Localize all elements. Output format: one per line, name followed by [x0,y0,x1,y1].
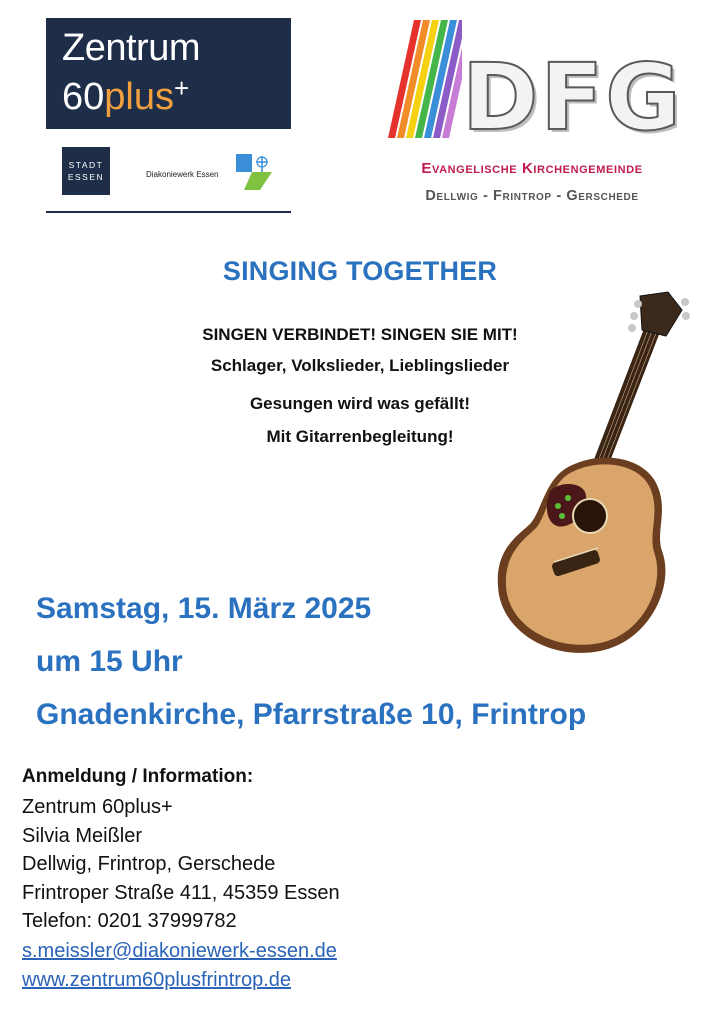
zentrum-60plus-logo [46,18,291,129]
contact-area: Dellwig, Frintrop, Gerschede [22,853,276,875]
event-date: Samstag, 15. März 2025 [36,592,372,625]
page-title: SINGING TOGETHER [222,256,498,286]
guitar-illustration [490,286,705,660]
event-location: Gnadenkirche, Pfarrstraße 10, Frintrop [36,698,587,731]
contact-address: Frintroper Straße 411, 45359 Essen [22,882,340,904]
contact-org: Zentrum 60plus+ [22,796,173,818]
zentrum-logo-line1: Zentrum [62,27,200,69]
contact-phone: Telefon: 0201 37999782 [22,910,237,932]
stadt-essen-logo [62,147,110,195]
diakoniewerk-label: Diakoniewerk Essen [146,170,219,179]
zentrum-logo-sup: + [174,73,190,103]
stadt-logo-line1: STADT [68,160,104,170]
rainbow-stripes [382,18,462,140]
contact-website-link[interactable]: www.zentrum60plusfrintrop.de [22,969,292,991]
contact-email-link[interactable]: s.meissler@diakoniewerk-essen.de [22,940,337,962]
tagline-3: Gesungen wird was gefällt! [249,394,471,413]
tagline-4: Mit Gitarrenbegleitung! [266,427,454,446]
dfg-logo-districts: Dellwig - Frintrop - Gerschede [425,188,639,204]
zentrum-logo-line2 [62,68,275,117]
stadt-logo-line2: ESSEN [67,172,105,182]
diakonie-mark-icon [232,152,278,192]
zentrum-logo-plus: plus [104,76,174,118]
tagline-2: Schlager, Volkslieder, Lieblingslieder [210,356,510,375]
zentrum-logo-number: 60 [62,76,105,118]
contact-name: Silvia Meißler [22,825,143,847]
dfg-logo-letters: DFG [462,44,683,151]
dfg-logo-church: Evangelische Kirchengemeinde [421,160,643,177]
tagline-1: SINGEN VERBINDET! SINGEN SIE MIT! [202,325,518,344]
logo-divider [46,211,291,213]
contact-heading: Anmeldung / Information: [22,766,254,787]
event-time: um 15 Uhr [36,645,183,678]
